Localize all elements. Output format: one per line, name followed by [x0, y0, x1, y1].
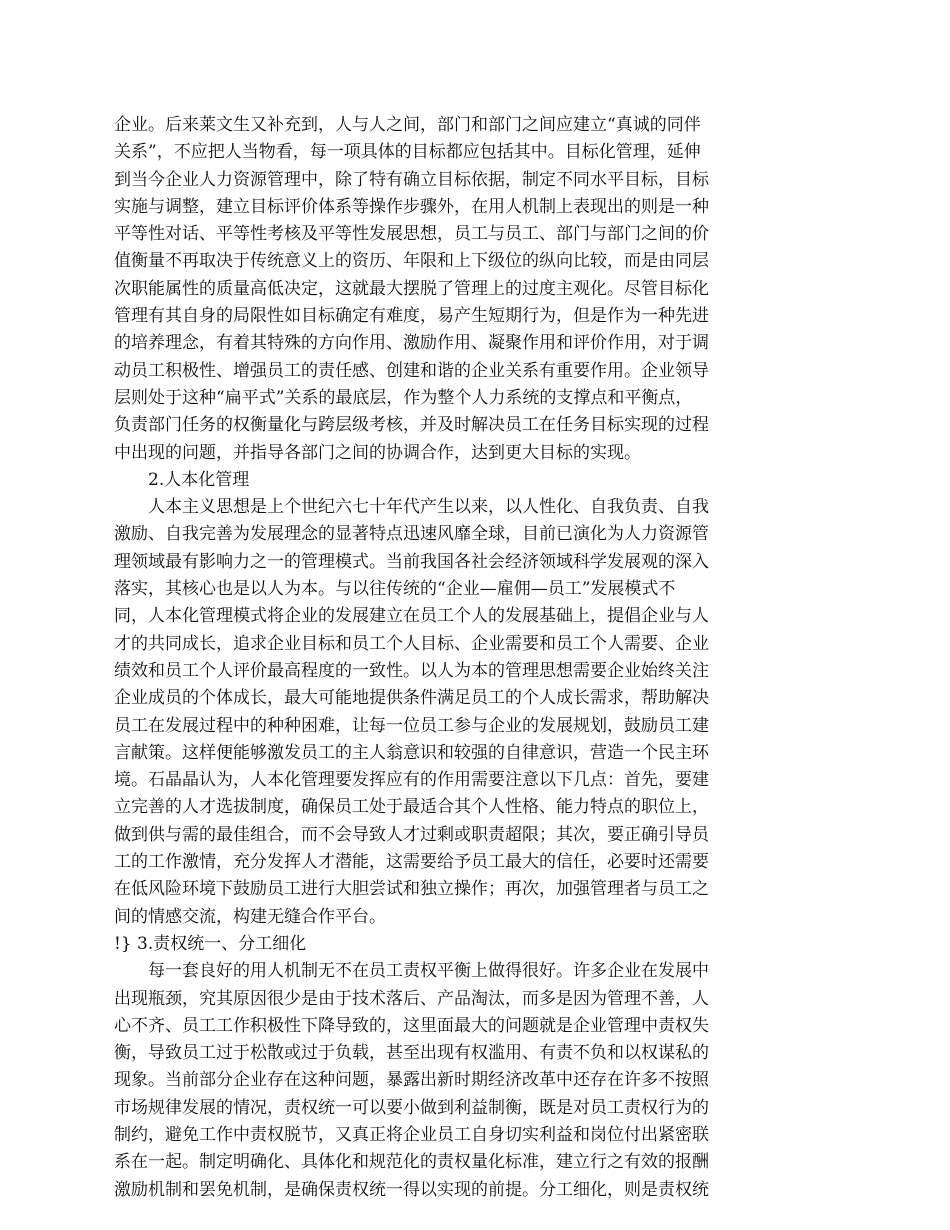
text-line: 制约，避免工作中责权脱节，又真正将企业员工自身切实利益和岗位付出紧密联 — [114, 1124, 709, 1145]
text-line: 值衡量不再取决于传统意义上的资历、年限和上下级位的纵向比较，而是由同层 — [114, 251, 709, 272]
text-line: 激励机制和罢免机制，是确保责权统一得以实现的前提。分工细化，则是责权统 — [114, 1179, 709, 1200]
text-line: 境。石晶晶认为，人本化管理要发挥应有的作用需要注意以下几点：首先，要建 — [114, 770, 709, 791]
text-line: 动员工积极性、增强员工的责任感、创建和谐的企业关系有重要作用。企业领导 — [114, 360, 709, 381]
text-line: 层则处于这种“扁平式”关系的最底层，作为整个人力系统的支撑点和平衡点， — [114, 387, 693, 408]
text-line: 的培养理念，有着其特殊的方向作用、激励作用、凝聚作用和评价作用，对于调 — [114, 333, 709, 354]
section-heading: 2.人本化管理 — [114, 469, 250, 490]
text-line: 市场规律发展的情况，责权统一可以要小做到利益制衡，既是对员工责权行为的 — [114, 1097, 709, 1118]
section-heading: !} 3.责权统一、分工细化 — [114, 933, 307, 954]
text-line: 每一套良好的用人机制无不在员工责权平衡上做得很好。许多企业在发展中 — [114, 961, 709, 982]
text-line: 激励、自我完善为发展理念的显著特点迅速风靡全球，目前已演化为人力资源管 — [114, 524, 709, 545]
text-line: 落实，其核心也是以人为本。与以往传统的“企业—雇佣—员工”发展模式不 — [114, 579, 676, 600]
text-line: 在低风险环境下鼓励员工进行大胆尝试和独立操作；再次，加强管理者与员工之 — [114, 879, 709, 900]
text-line: 理领域最有影响力之一的管理模式。当前我国各社会经济领域科学发展观的深入 — [114, 551, 709, 572]
text-line: 间的情感交流，构建无缝合作平台。 — [114, 906, 386, 927]
text-line: 企业成员的个体成长，最大可能地提供条件满足员工的个人成长需求，帮助解决 — [114, 688, 709, 709]
text-line: 工的工作激情，充分发挥人才潜能，这需要给予员工最大的信任，必要时还需要 — [114, 852, 709, 873]
text-line: 中出现的问题，并指导各部门之间的协调合作，达到更大目标的实现。 — [114, 442, 641, 463]
text-line: 次职能属性的质量高低决定，这就最大摆脱了管理上的过度主观化。尽管目标化 — [114, 278, 709, 299]
text-line: 到当今企业人力资源管理中，除了特有确立目标依据，制定不同水平目标，目标 — [114, 169, 709, 190]
text-line: 企业。后来莱文生又补充到，人与人之间，部门和部门之间应建立“真诚的同伴 — [114, 115, 701, 135]
text-line: 立完善的人才选拔制度，确保员工处于最适合其个人性格、能力特点的职位上， — [114, 797, 709, 818]
text-line: 人本主义思想是上个世纪六七十年代产生以来，以人性化、自我负责、自我 — [114, 497, 709, 518]
text-line: 言献策。这样便能够激发员工的主人翁意识和较强的自律意识，营造一个民主环 — [114, 742, 709, 763]
text-line: 员工在发展过程中的种种困难，让每一位员工参与企业的发展规划，鼓励员工建 — [114, 715, 709, 736]
text-line: 系在一起。制定明确化、具体化和规范化的责权量化标准，建立行之有效的报酬 — [114, 1152, 709, 1173]
text-line: 心不齐、员工工作积极性下降导致的，这里面最大的问题就是企业管理中责权失 — [114, 1015, 709, 1036]
text-line: 关系”，不应把人当物看，每一项具体的目标都应包括其中。目标化管理，延伸 — [114, 142, 701, 163]
text-line: 衡，导致员工过于松散或过于负载，甚至出现有权滥用、有责不负和以权谋私的 — [114, 1043, 709, 1064]
text-line: 才的共同成长，追求企业目标和员工个人目标、企业需要和员工个人需要、企业 — [114, 633, 709, 654]
text-line: 绩效和员工个人评价最高程度的一致性。以人为本的管理思想需要企业始终关注 — [114, 660, 709, 681]
text-line: 平等性对话、平等性考核及平等性发展思想，员工与员工、部门与部门之间的价 — [114, 224, 709, 245]
text-line: 出现瓶颈，究其原因很少是由于技术落后、产品淘汰，而多是因为管理不善，人 — [114, 988, 709, 1009]
text-line: 同，人本化管理模式将企业的发展建立在员工个人的发展基础上，提倡企业与人 — [114, 606, 709, 627]
body-text — [114, 112, 774, 1204]
text-line: 负责部门任务的权衡量化与跨层级考核，并及时解决员工在任务目标实现的过程 — [114, 415, 709, 436]
text-line: 做到供与需的最佳组合，而不会导致人才过剩或职责超限；其次，要正确引导员 — [114, 824, 709, 845]
text-line: 实施与调整，建立目标评价体系等操作步骤外，在用人机制上表现出的则是一种 — [114, 196, 709, 217]
text-line: 现象。当前部分企业存在这种问题，暴露出新时期经济改革中还存在许多不按照 — [114, 1070, 709, 1091]
text-line: 管理有其自身的局限性如目标确定有难度，易产生短期行为，但是作为一种先进 — [114, 306, 709, 327]
